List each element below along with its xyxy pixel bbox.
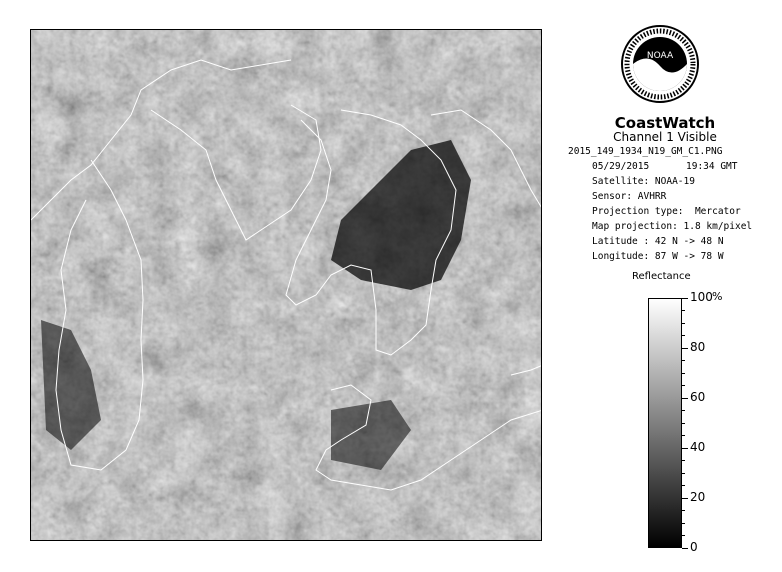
colorbar-minor-tick	[682, 323, 685, 324]
colorbar-tick	[682, 348, 688, 349]
logo-text: NOAA	[646, 51, 674, 61]
colorbar-tick	[682, 498, 688, 499]
satellite-imagery	[31, 30, 542, 541]
satellite-image	[30, 29, 542, 541]
colorbar-minor-tick	[682, 435, 685, 436]
colorbar-tick-label: 100	[690, 290, 713, 304]
colorbar-minor-tick	[682, 360, 685, 361]
time: 19:34 GMT	[686, 161, 738, 172]
legend-title: Reflectance	[632, 271, 691, 282]
colorbar-minor-tick	[682, 485, 685, 486]
reflectance-colorbar	[648, 298, 682, 548]
colorbar-minor-tick	[682, 460, 685, 461]
colorbar-minor-tick	[682, 423, 685, 424]
colorbar-minor-tick	[682, 335, 685, 336]
projection-type: Projection type: Mercator	[592, 206, 741, 217]
noaa-logo	[620, 22, 700, 106]
colorbar-tick-label: 80	[690, 340, 706, 354]
colorbar-minor-tick	[682, 473, 685, 474]
colorbar-minor-tick	[682, 410, 685, 411]
map-projection: Map projection: 1.8 km/pixel	[592, 221, 753, 232]
colorbar-minor-tick	[682, 310, 685, 311]
colorbar-minor-tick	[682, 385, 685, 386]
satellite: Satellite: NOAA-19	[592, 176, 695, 187]
longitude-range: Longitude: 87 W -> 78 W	[592, 251, 724, 262]
latitude-range: Latitude : 42 N -> 48 N	[592, 236, 724, 247]
product-title: CoastWatch	[614, 114, 716, 132]
colorbar-tick-label: 20	[690, 490, 706, 504]
colorbar-tick-label: 0	[690, 540, 698, 554]
colorbar-minor-tick	[682, 523, 685, 524]
colorbar-tick	[682, 298, 688, 299]
date: 05/29/2015	[592, 161, 650, 172]
colorbar-tick	[682, 548, 688, 549]
filename: 2015_149_1934_N19_GM_C1.PNG	[568, 146, 723, 157]
channel-label: Channel 1 Visible	[613, 130, 717, 144]
colorbar-tick-label: 60	[690, 390, 706, 404]
colorbar-tick	[682, 398, 688, 399]
sensor: Sensor: AVHRR	[592, 191, 667, 202]
colorbar-minor-tick	[682, 535, 685, 536]
colorbar-minor-tick	[682, 373, 685, 374]
colorbar-minor-tick	[682, 510, 685, 511]
colorbar-tick	[682, 448, 688, 449]
colorbar-tick-label: 40	[690, 440, 706, 454]
legend-unit: %	[712, 290, 723, 303]
